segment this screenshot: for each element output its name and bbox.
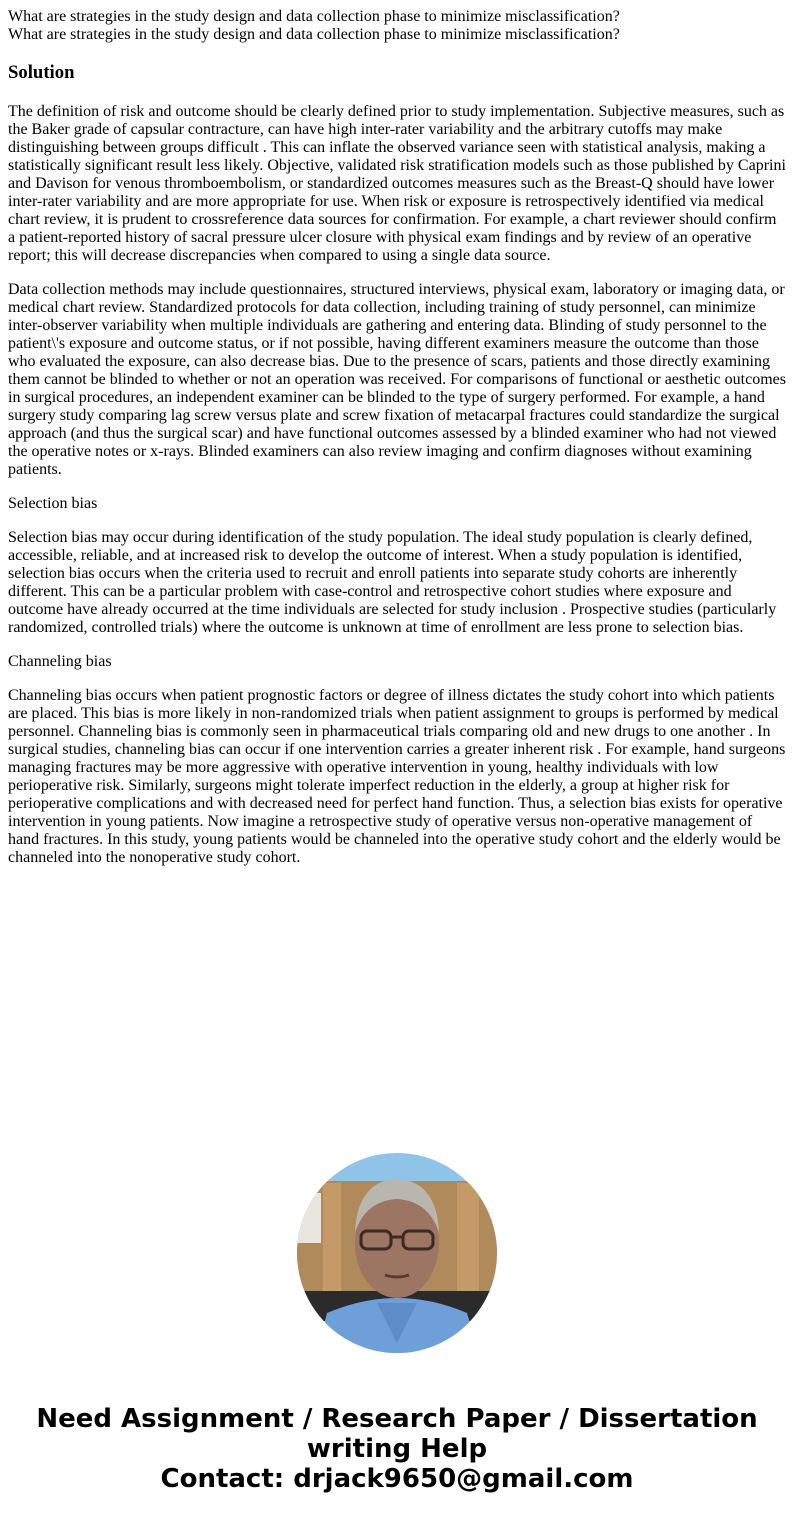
solution-heading: Solution — [8, 62, 75, 83]
section-label-channeling-bias: Channeling bias — [8, 653, 112, 670]
solution-paragraph: Data collection methods may include questionnaires, structured interviews, physical exam, laboratory or imaging data, or medical chart review. Standardized protocols for data collection, including training of study personnel, can minimize inter-observer variability when multiple individuals are gathering and entering data. Blinding of study personnel to the patient\'s exposure and outcome status, or if not possible, having different examiners measure the outcome than those who evaluated the exposure, can also decrease bias. Due to the presence of scars, patients and those directly examining them cannot be blinded to whether or not an operation was received. For comparisons of functional or aesthetic outcomes in surgical procedures, an independent examiner can be blinded to the type of surgery performed. For example, a hand surgery study comparing lag screw versus plate and screw fixation of metacarpal fractures could standardize the surgical approach (and thus the surgical scar) and have functional outcomes assessed by a blinded examiner who had not viewed the operative notes or x-rays. Blinded examiners can also review imaging and confirm diagnoses without examining patients. — [8, 281, 786, 478]
question-text — [8, 8, 786, 44]
promo-line: writing Help — [306, 1434, 488, 1464]
solution-paragraph: Channeling bias occurs when patient prognostic factors or degree of illness dictates the study cohort into which patients are placed. This bias is more likely in non-randomized trials when patient assignment to groups is performed by medical personnel. Channeling bias is commonly seen in pharmaceutical trials comparing old and new drugs to one another . In surgical studies, channeling bias can occur if one intervention carries a greater inherent risk . For example, hand surgeons managing fractures may be more aggressive with operative intervention in young, healthy individuals with low perioperative risk. Similarly, surgeons might tolerate imperfect reduction in the elderly, a group at higher risk for perioperative complications and with decreased need for perfect hand function. Thus, a selection bias exists for operative intervention in young patients. Now imagine a retrospective study of operative versus non-operative management of hand fractures. In this study, young patients would be channeled into the operative study cohort and the elderly would be channeled into the nonoperative study cohort. — [8, 687, 786, 866]
promo-contact: Contact: drjack9650@gmail.com — [160, 1464, 634, 1494]
solution-paragraph: The definition of risk and outcome should be clearly defined prior to study implementation. Subjective measures, such as the Baker grade of capsular contracture, can have high inter-rater variability and the arbitrary cutoffs may make distinguishing between groups difficult . This can inflate the observed variance seen with statistical analysis, making a statistically significant result less likely. Objective, validated risk stratification models such as those published by Caprini and Davison for venous thromboembolism, or standardized outcomes measures such as the Breast-Q should have lower inter-rater variability and are more appropriate for use. When risk or exposure is retrospectively identified via medical chart review, it is prudent to crossreference data sources for confirmation. For example, a chart reviewer should confirm a patient-reported history of sacral pressure ulcer closure with physical exam findings and by review of an operative report; this will decrease discrepancies when compared to using a single data source. — [8, 103, 786, 264]
solution-paragraph: Selection bias may occur during identification of the study population. The ideal study population is clearly defined, accessible, reliable, and at increased risk to develop the outcome of interest. When a study population is identified, selection bias occurs when the criteria used to recruit and enroll patients into separate study cohorts are inherently different. This can be a particular problem with case-control and retrospective cohort studies where exposure and outcome have already occurred at the time individuals are selected for study inclusion . Prospective studies (particularly randomized, controlled trials) where the outcome is unknown at time of enrollment are less prone to selection bias. — [8, 529, 777, 636]
avatar — [297, 1153, 497, 1353]
question-line: What are strategies in the study design and data collection phase to minimize misclassification? — [8, 8, 620, 25]
promo-line: Need Assignment / Research Paper / Dissertation — [36, 1404, 758, 1434]
section-label-selection-bias: Selection bias — [8, 495, 98, 512]
promo-banner — [0, 1404, 794, 1494]
profile-photo-icon — [297, 1153, 497, 1353]
question-line: What are strategies in the study design and data collection phase to minimize misclassification? — [8, 26, 620, 43]
